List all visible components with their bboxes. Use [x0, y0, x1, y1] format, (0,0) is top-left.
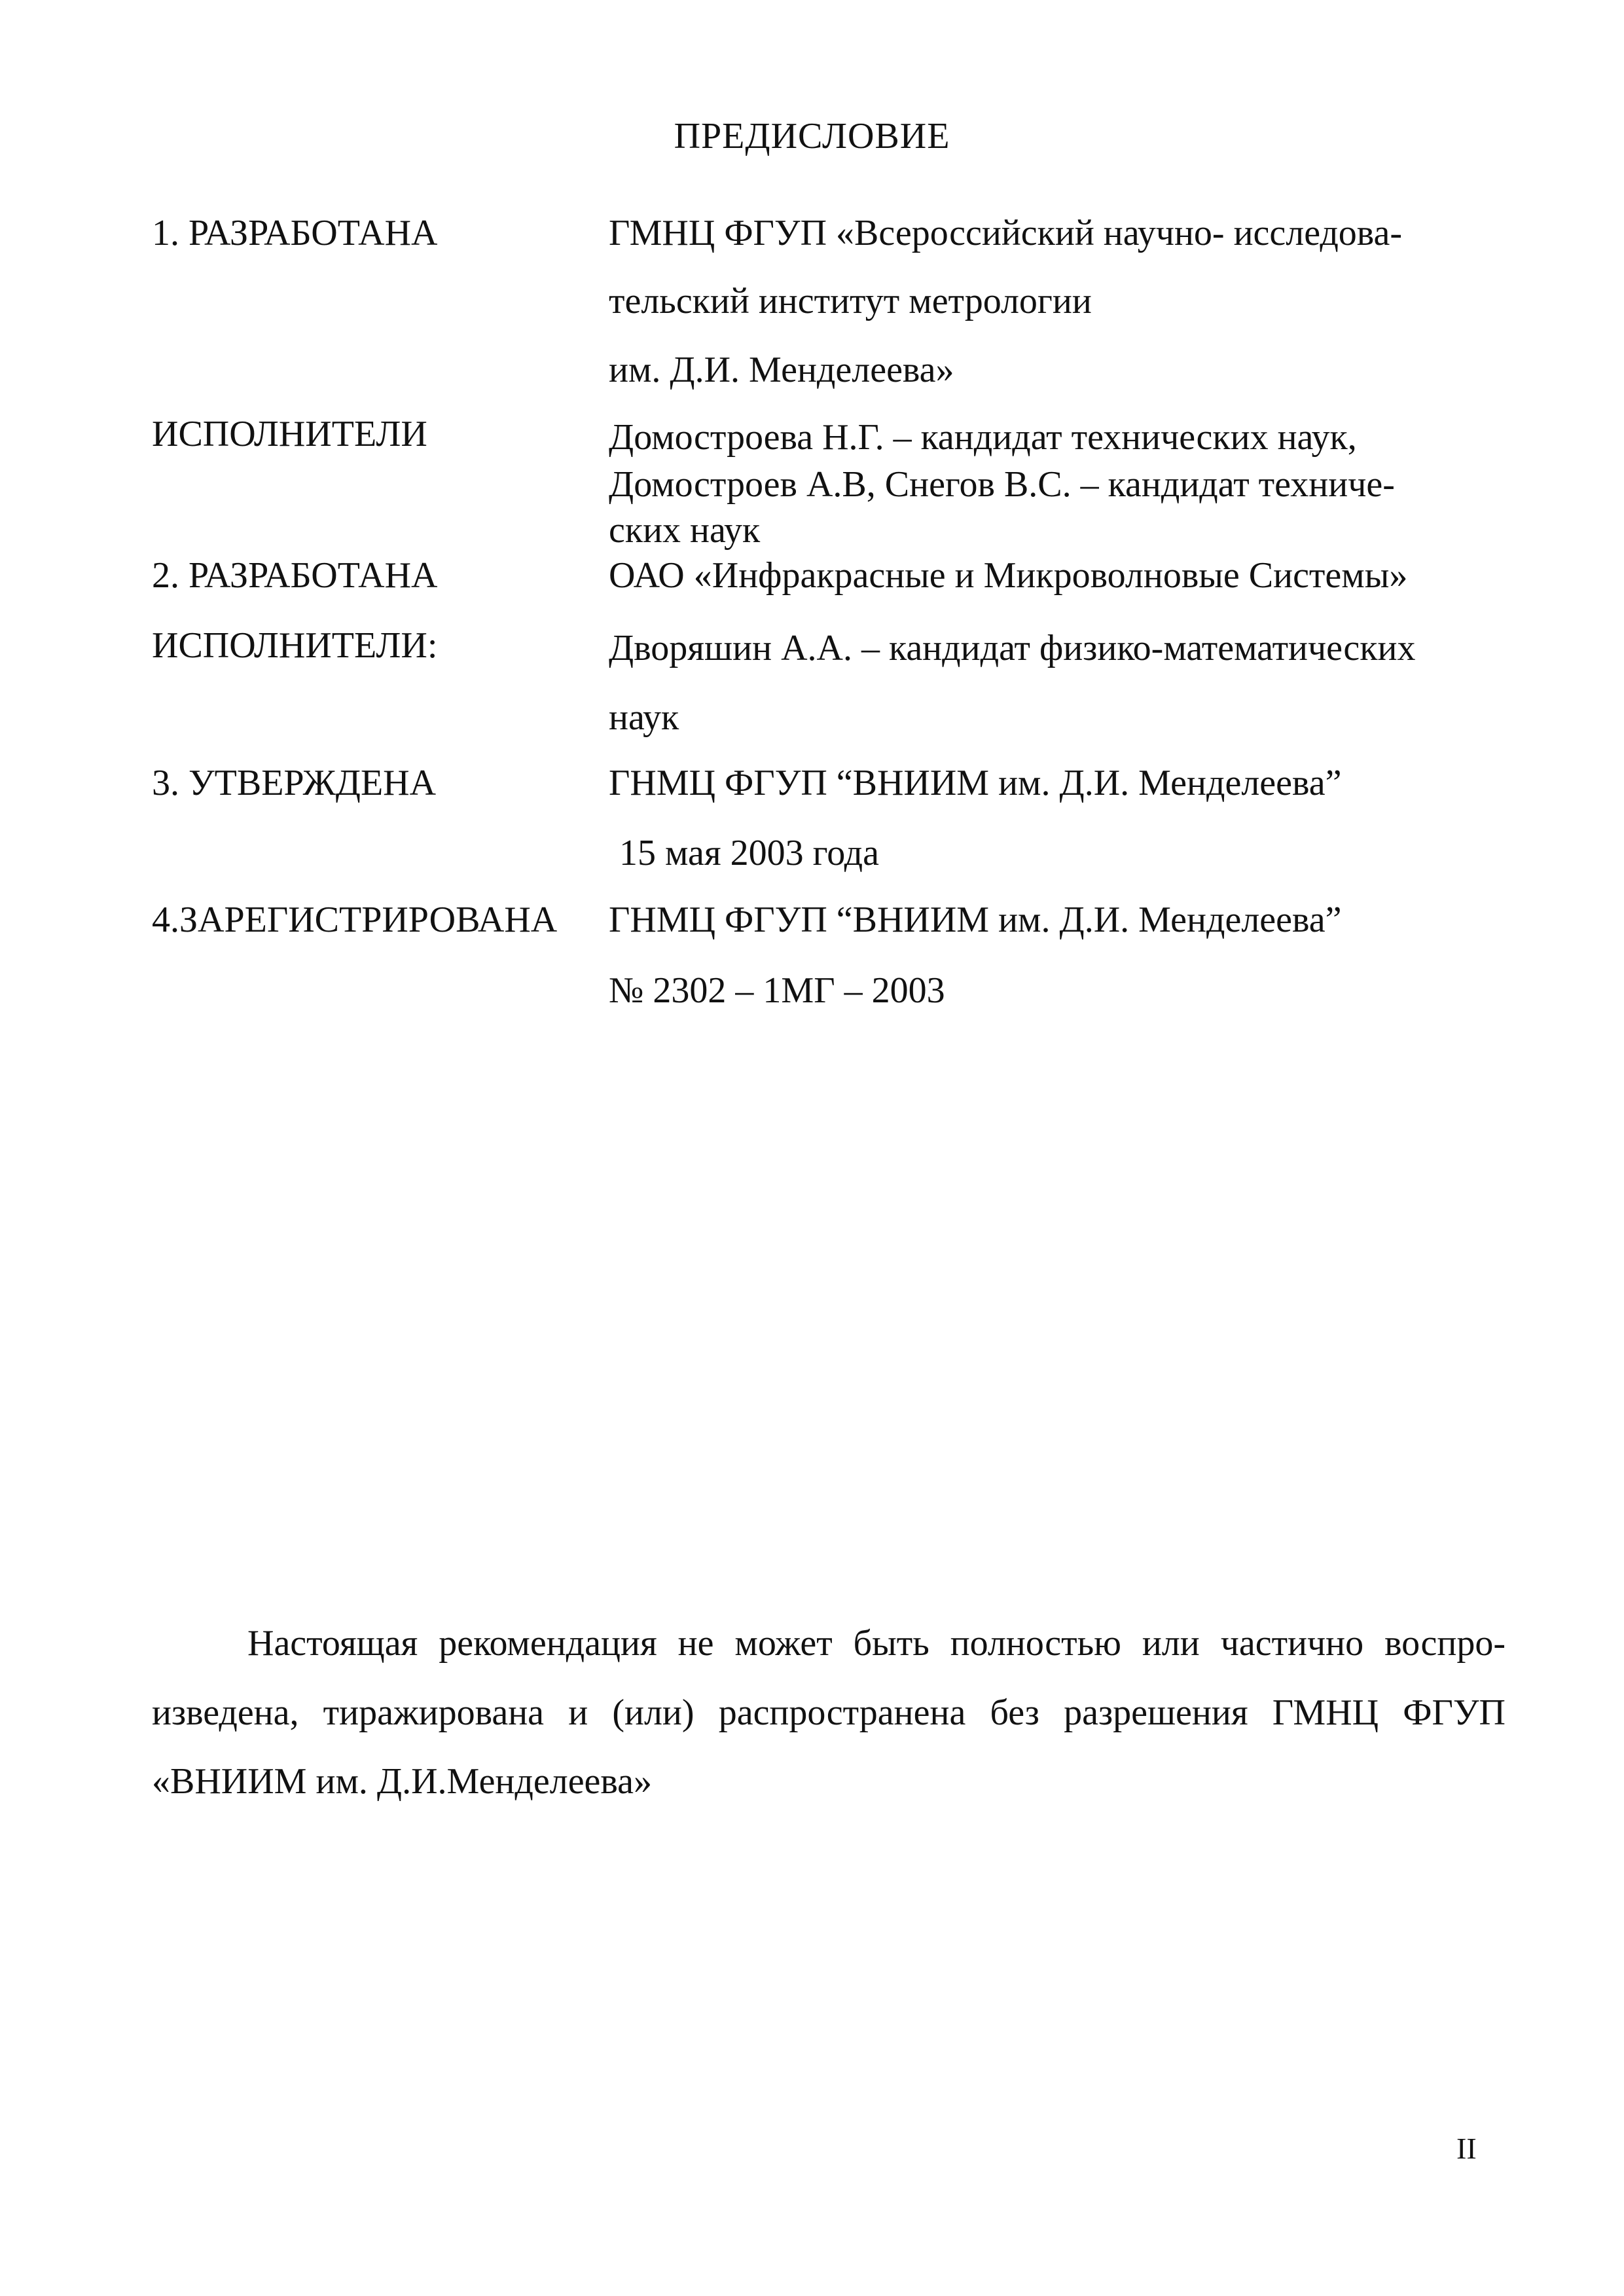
section-3-label: 3. УТВЕРЖДЕНА [152, 763, 437, 803]
section-1-value-line-3: им. Д.И. Менделеева» [609, 350, 954, 390]
page-title: ПРЕДИСЛОВИЕ [674, 116, 950, 156]
executors-1-value-line-1: Домостроева Н.Г. – кандидат технических наук, [609, 417, 1357, 458]
notice-line-3: «ВНИИМ им. Д.И.Менделеева» [152, 1761, 652, 1802]
section-4-label: 4.ЗАРЕГИСТРИРОВАНА [152, 900, 558, 940]
executors-1-value-line-2: Домостроев А.В, Снегов В.С. – кандидат техниче- [609, 464, 1395, 505]
executors-2-label: ИСПОЛНИТЕЛИ: [152, 625, 438, 666]
section-1-value-line-2: тельский институт метрологии [609, 281, 1092, 321]
section-2-value-line-1: ОАО «Инфракрасные и Микроволновые Системы» [609, 555, 1408, 596]
section-4-value-line-2: № 2302 – 1МГ – 2003 [609, 970, 945, 1011]
section-2-label: 2. РАЗРАБОТАНА [152, 555, 438, 596]
section-4-value-line-1: ГНМЦ ФГУП “ВНИИМ им. Д.И. Менделеева” [609, 900, 1342, 940]
section-1-value-line-1: ГМНЦ ФГУП «Всероссийский научно- исследова- [609, 213, 1403, 253]
notice-line-1: Настоящая рекомендация не может быть полностью или частично воспро- [247, 1623, 1506, 1664]
executors-2-value-line-2: наук [609, 697, 679, 738]
page-number: II [1456, 2132, 1477, 2165]
section-3-value-line-1: ГНМЦ ФГУП “ВНИИМ им. Д.И. Менделеева” [609, 763, 1342, 803]
executors-2-value-line-1: Дворяшин А.А. – кандидат физико-математических [609, 628, 1416, 668]
section-1-label: 1. РАЗРАБОТАНА [152, 213, 438, 253]
section-3-value-line-2: 15 мая 2003 года [619, 833, 879, 873]
executors-1-value-line-3: ских наук [609, 510, 761, 551]
notice-line-2: изведена, тиражирована и (или) распространена без разрешения ГМНЦ ФГУП [152, 1692, 1506, 1733]
executors-1-label: ИСПОЛНИТЕЛИ [152, 414, 427, 454]
